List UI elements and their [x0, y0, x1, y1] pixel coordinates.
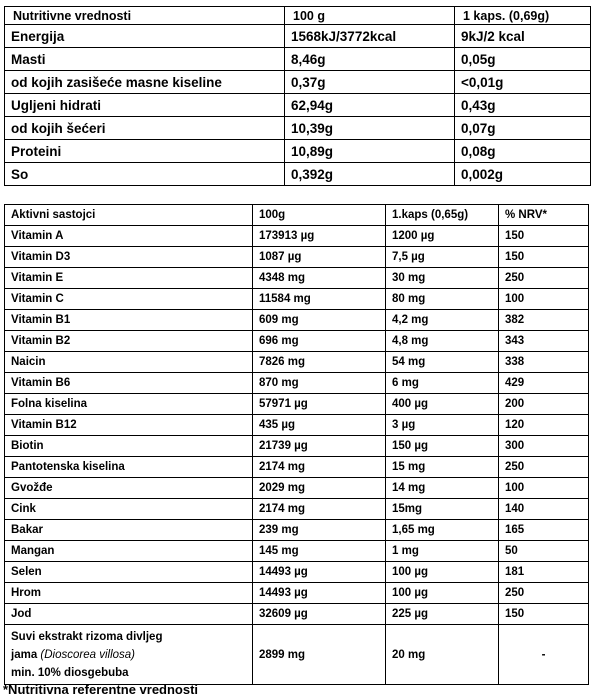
- nutrition-row: [5, 71, 591, 94]
- active-ingredients-table-body: [5, 205, 589, 685]
- active-row: [5, 394, 589, 415]
- active-cell: 150 µg: [386, 436, 499, 457]
- active-cell: Hrom: [5, 583, 253, 604]
- active-cell: Mangan: [5, 541, 253, 562]
- active-cell: 15 mg: [386, 457, 499, 478]
- nutrition-cell: Energija: [5, 25, 285, 48]
- active-cell: Biotin: [5, 436, 253, 457]
- active-cell: 100 µg: [386, 562, 499, 583]
- extract-name-line3: min. 10% diosgebuba: [11, 666, 129, 679]
- active-cell: 1 mg: [386, 541, 499, 562]
- nutrition-header-row: [5, 7, 591, 25]
- active-row: [5, 499, 589, 520]
- active-cell: Vitamin B6: [5, 373, 253, 394]
- active-cell: 54 mg: [386, 352, 499, 373]
- active-cell: 7,5 µg: [386, 247, 499, 268]
- active-cell: Gvožđe: [5, 478, 253, 499]
- active-cell: 140: [499, 499, 589, 520]
- active-cell: 150: [499, 604, 589, 625]
- active-row: [5, 268, 589, 289]
- active-cell: 100 µg: [386, 583, 499, 604]
- active-cell: 225 µg: [386, 604, 499, 625]
- active-cell: 21739 µg: [253, 436, 386, 457]
- nutrition-cell: Proteini: [5, 140, 285, 163]
- active-cell: 4,8 mg: [386, 331, 499, 352]
- nutrition-cell: od kojih šećeri: [5, 117, 285, 140]
- nutrition-cell: Ugljeni hidrati: [5, 94, 285, 117]
- active-row: [5, 247, 589, 268]
- nutrition-row: [5, 140, 591, 163]
- active-cell: 14493 µg: [253, 583, 386, 604]
- active-cell: 181: [499, 562, 589, 583]
- active-cell: 100: [499, 478, 589, 499]
- nutrition-cell: <0,01g: [455, 71, 591, 94]
- nutrition-cell: 0,07g: [455, 117, 591, 140]
- nutrition-cell: 0,08g: [455, 140, 591, 163]
- active-cell: Vitamin D3: [5, 247, 253, 268]
- active-cell: 250: [499, 583, 589, 604]
- active-cell: 429: [499, 373, 589, 394]
- active-cell: 250: [499, 268, 589, 289]
- extract-name-line2: jama: [11, 648, 38, 661]
- active-cell: 15mg: [386, 499, 499, 520]
- nutrition-cell: Masti: [5, 48, 285, 71]
- nutrition-cell: od kojih zasišeće masne kiseline: [5, 71, 285, 94]
- active-header-cell: % NRV*: [499, 205, 589, 226]
- active-row: [5, 520, 589, 541]
- active-cell: Vitamin C: [5, 289, 253, 310]
- nutrition-cell: 10,39g: [285, 117, 455, 140]
- nutrition-cell: 1568kJ/3772kcal: [285, 25, 455, 48]
- nutrition-header-cell: 1 kaps. (0,69g): [455, 7, 591, 25]
- footnote: *Nutritivna referentne vrednosti: [3, 682, 199, 697]
- active-row: [5, 289, 589, 310]
- nutrition-row: [5, 25, 591, 48]
- active-cell: 1200 µg: [386, 226, 499, 247]
- nutrition-row: [5, 163, 591, 186]
- nutrition-table: [4, 6, 591, 186]
- active-cell: 11584 mg: [253, 289, 386, 310]
- active-header-cell: 100g: [253, 205, 386, 226]
- active-cell: 4,2 mg: [386, 310, 499, 331]
- active-row: [5, 478, 589, 499]
- active-row: [5, 331, 589, 352]
- active-cell: Naicin: [5, 352, 253, 373]
- nutrition-cell: So: [5, 163, 285, 186]
- active-cell: 145 mg: [253, 541, 386, 562]
- active-cell: Selen: [5, 562, 253, 583]
- active-row: [5, 373, 589, 394]
- active-cell: 57971 µg: [253, 394, 386, 415]
- active-cell: 30 mg: [386, 268, 499, 289]
- active-cell: 80 mg: [386, 289, 499, 310]
- nutrition-row: [5, 94, 591, 117]
- active-row: [5, 352, 589, 373]
- active-cell: 1087 µg: [253, 247, 386, 268]
- active-cell: 3 µg: [386, 415, 499, 436]
- active-cell: 870 mg: [253, 373, 386, 394]
- active-cell: 382: [499, 310, 589, 331]
- active-cell: 2029 mg: [253, 478, 386, 499]
- nutrition-cell: 10,89g: [285, 140, 455, 163]
- active-cell: Vitamin E: [5, 268, 253, 289]
- active-header-cell: 1.kaps (0,65g): [386, 205, 499, 226]
- active-cell: 400 µg: [386, 394, 499, 415]
- active-cell: 50: [499, 541, 589, 562]
- active-cell: 173913 µg: [253, 226, 386, 247]
- active-cell: 150: [499, 247, 589, 268]
- extract-nrv-cell: -: [499, 625, 589, 685]
- active-cell: 32609 µg: [253, 604, 386, 625]
- active-cell: 250: [499, 457, 589, 478]
- nutrition-cell: 0,002g: [455, 163, 591, 186]
- active-cell: Bakar: [5, 520, 253, 541]
- nutrition-row: [5, 117, 591, 140]
- active-row-extract: [5, 625, 589, 685]
- active-cell: 4348 mg: [253, 268, 386, 289]
- active-cell: Vitamin B2: [5, 331, 253, 352]
- active-cell: 14 mg: [386, 478, 499, 499]
- active-cell: Folna kiselina: [5, 394, 253, 415]
- active-cell: 7826 mg: [253, 352, 386, 373]
- active-cell: Vitamin B12: [5, 415, 253, 436]
- active-row: [5, 457, 589, 478]
- active-row: [5, 541, 589, 562]
- active-cell: Pantotenska kiselina: [5, 457, 253, 478]
- nutrition-table-body: [5, 7, 591, 186]
- active-cell: Jod: [5, 604, 253, 625]
- extract-latin-name: (Dioscorea villosa): [40, 648, 136, 661]
- active-row: [5, 310, 589, 331]
- active-cell: 338: [499, 352, 589, 373]
- active-row: [5, 583, 589, 604]
- active-cell: 1,65 mg: [386, 520, 499, 541]
- active-cell: 239 mg: [253, 520, 386, 541]
- nutrition-header-cell: Nutritivne vrednosti: [5, 7, 285, 25]
- active-cell: 165: [499, 520, 589, 541]
- nutrition-cell: 9kJ/2 kcal: [455, 25, 591, 48]
- extract-percaps-cell: 20 mg: [386, 625, 499, 685]
- active-cell: 2174 mg: [253, 499, 386, 520]
- extract-name-cell: [5, 625, 253, 685]
- active-header-row: [5, 205, 589, 226]
- active-cell: 150: [499, 226, 589, 247]
- active-cell: 2174 mg: [253, 457, 386, 478]
- nutrition-cell: 0,392g: [285, 163, 455, 186]
- active-cell: 14493 µg: [253, 562, 386, 583]
- nutrition-cell: 0,43g: [455, 94, 591, 117]
- nutrition-row: [5, 48, 591, 71]
- nutrition-cell: 8,46g: [285, 48, 455, 71]
- active-cell: Vitamin A: [5, 226, 253, 247]
- active-cell: 200: [499, 394, 589, 415]
- active-ingredients-table: [4, 204, 589, 685]
- active-cell: Vitamin B1: [5, 310, 253, 331]
- extract-name-line1: Suvi ekstrakt rizoma divljeg: [11, 630, 163, 643]
- active-header-cell: Aktivni sastojci: [5, 205, 253, 226]
- active-cell: 435 µg: [253, 415, 386, 436]
- active-row: [5, 226, 589, 247]
- nutrition-cell: 0,05g: [455, 48, 591, 71]
- active-cell: 120: [499, 415, 589, 436]
- active-cell: 696 mg: [253, 331, 386, 352]
- active-cell: 609 mg: [253, 310, 386, 331]
- active-row: [5, 415, 589, 436]
- active-cell: 300: [499, 436, 589, 457]
- nutrition-cell: 0,37g: [285, 71, 455, 94]
- active-cell: 100: [499, 289, 589, 310]
- active-row: [5, 562, 589, 583]
- nutrition-cell: 62,94g: [285, 94, 455, 117]
- active-row: [5, 436, 589, 457]
- extract-per100-cell: 2899 mg: [253, 625, 386, 685]
- nutrition-header-cell: 100 g: [285, 7, 455, 25]
- active-row: [5, 604, 589, 625]
- active-cell: 6 mg: [386, 373, 499, 394]
- active-cell: 343: [499, 331, 589, 352]
- active-cell: Cink: [5, 499, 253, 520]
